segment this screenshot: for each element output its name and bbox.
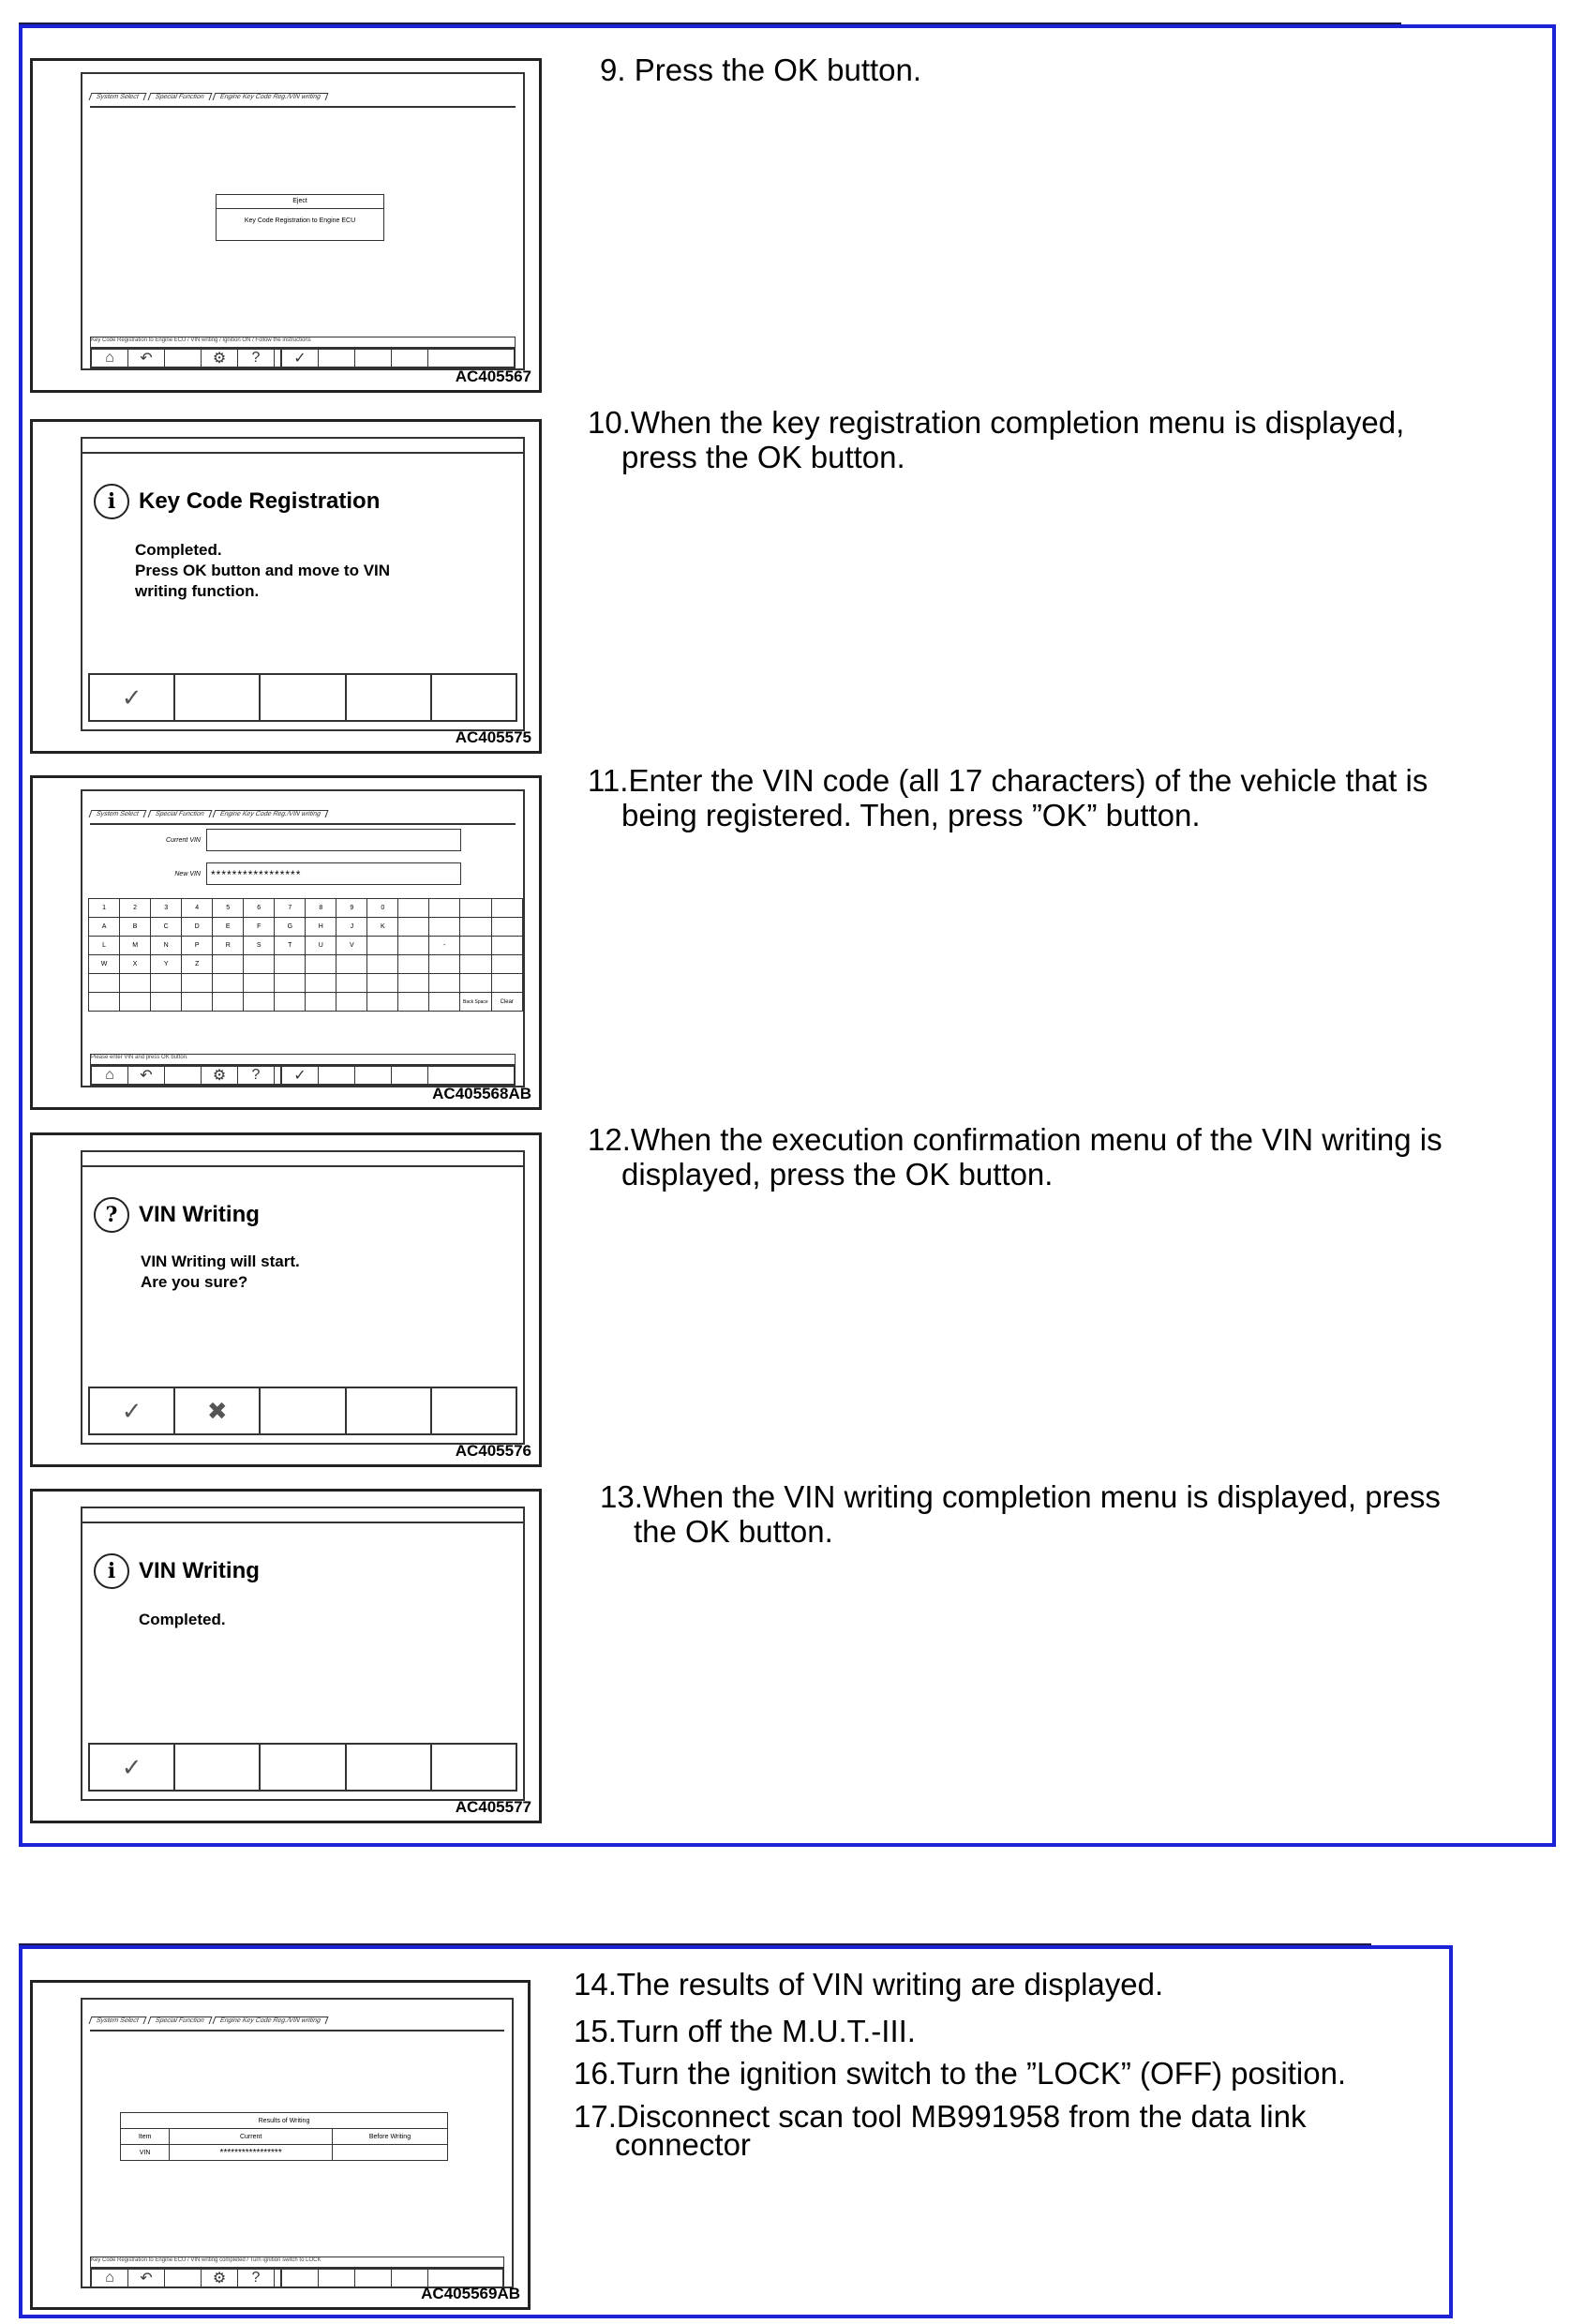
empty-button bbox=[347, 1388, 432, 1433]
figure-caption: AC405575 bbox=[455, 728, 531, 746]
body-line: Press OK button and move to VIN bbox=[135, 562, 391, 579]
screen bbox=[81, 789, 525, 1087]
clear-key[interactable]: Clear bbox=[491, 993, 522, 1012]
empty-cell bbox=[165, 2270, 202, 2287]
key[interactable]: T bbox=[275, 937, 306, 955]
key[interactable]: L bbox=[89, 937, 120, 955]
step-16 bbox=[574, 2056, 1346, 2091]
table-title: Results of Writing bbox=[121, 2113, 448, 2129]
step-number: 10. bbox=[588, 405, 631, 440]
empty-cell bbox=[165, 1067, 202, 1084]
empty-button bbox=[347, 675, 432, 720]
key[interactable] bbox=[275, 955, 306, 974]
ok-button[interactable]: ✓ bbox=[90, 1745, 175, 1790]
question-icon: ? bbox=[94, 1197, 129, 1233]
key[interactable]: C bbox=[151, 918, 182, 937]
key[interactable] bbox=[213, 993, 244, 1012]
figure-caption: AC405569AB bbox=[421, 2285, 520, 2302]
key[interactable] bbox=[367, 993, 398, 1012]
key[interactable]: A bbox=[89, 918, 120, 937]
empty-button bbox=[261, 1745, 346, 1790]
key[interactable] bbox=[398, 993, 429, 1012]
back-icon[interactable]: ↶ bbox=[128, 350, 165, 367]
tab-key-code: Engine Key Code Reg./VIN writing bbox=[213, 2017, 329, 2024]
dialog-text: Key Code Registration to Engine ECU bbox=[244, 217, 356, 224]
step-17 bbox=[574, 2099, 1307, 2162]
key[interactable] bbox=[213, 974, 244, 993]
key[interactable] bbox=[367, 955, 398, 974]
key[interactable] bbox=[429, 899, 460, 918]
tab-bar bbox=[90, 2017, 504, 2032]
kb-row-4 bbox=[89, 955, 523, 974]
key[interactable] bbox=[429, 955, 460, 974]
screen bbox=[81, 1998, 514, 2288]
empty-cell bbox=[355, 1067, 392, 1084]
key[interactable] bbox=[398, 955, 429, 974]
tab-key-code: Engine Key Code Reg./VIN writing bbox=[213, 93, 329, 100]
key[interactable]: 8 bbox=[306, 899, 336, 918]
empty-button bbox=[261, 675, 346, 720]
step-text-cont: connector bbox=[615, 2127, 751, 2162]
tab-special-function: Special Function bbox=[147, 2017, 212, 2024]
key[interactable] bbox=[367, 974, 398, 993]
status-line: Key Code Registration to Engine ECU / VIN writing / Ignition ON / Follow the instructions bbox=[90, 337, 516, 348]
step-text-cont: press the OK button. bbox=[621, 440, 905, 474]
step-number: 13. bbox=[600, 1479, 643, 1514]
table-title-row bbox=[121, 2113, 448, 2129]
tab-bar bbox=[90, 810, 516, 825]
dialog-title-text: VIN Writing bbox=[139, 1202, 260, 1227]
cell-item: VIN bbox=[121, 2145, 170, 2161]
key[interactable] bbox=[491, 974, 522, 993]
col-current: Current bbox=[170, 2129, 333, 2145]
backspace-key[interactable]: Back Space bbox=[460, 993, 491, 1012]
ok-button[interactable]: ✓ bbox=[90, 675, 175, 720]
step-text: When the VIN writing completion menu is displayed, press bbox=[642, 1479, 1441, 1514]
key[interactable] bbox=[398, 918, 429, 937]
figure-vin-entry bbox=[30, 775, 542, 1110]
step-text: The results of VIN writing are displayed. bbox=[616, 1967, 1164, 2002]
cell-before bbox=[332, 2145, 447, 2161]
key[interactable]: G bbox=[275, 918, 306, 937]
home-icon[interactable]: ⌂ bbox=[92, 1067, 128, 1084]
key[interactable] bbox=[398, 974, 429, 993]
tab-system-select: System Select bbox=[89, 2017, 147, 2024]
step-14 bbox=[574, 1967, 1163, 2002]
key[interactable]: 4 bbox=[182, 899, 213, 918]
key[interactable]: 5 bbox=[213, 899, 244, 918]
step-number: 9. bbox=[600, 52, 626, 87]
tab-key-code: Engine Key Code Reg./VIN writing bbox=[213, 810, 329, 817]
toolbar bbox=[88, 1387, 517, 1435]
key[interactable]: 6 bbox=[244, 899, 275, 918]
step-15 bbox=[574, 2014, 916, 2048]
ok-icon[interactable]: ✓ bbox=[282, 1067, 319, 1084]
key[interactable] bbox=[120, 974, 151, 993]
dialog-body bbox=[139, 1610, 226, 1630]
step-text-cont: displayed, press the OK button. bbox=[621, 1157, 1054, 1192]
settings-icon[interactable]: ⚙ bbox=[202, 350, 238, 367]
new-vin-label: New VIN bbox=[174, 870, 201, 877]
keyboard bbox=[88, 898, 523, 1012]
key[interactable] bbox=[306, 955, 336, 974]
step-number: 12. bbox=[588, 1122, 631, 1157]
dialog bbox=[216, 194, 384, 241]
body-line: writing function. bbox=[135, 582, 260, 600]
key[interactable]: N bbox=[151, 937, 182, 955]
empty-cell bbox=[392, 1067, 428, 1084]
step-text: Turn off the M.U.T.-III. bbox=[616, 2014, 916, 2048]
screen-header-line bbox=[82, 452, 523, 454]
help-icon[interactable]: ? bbox=[238, 350, 275, 367]
key[interactable] bbox=[398, 899, 429, 918]
col-before: Before Writing bbox=[332, 2129, 447, 2145]
help-icon[interactable]: ? bbox=[238, 2270, 275, 2287]
separator bbox=[275, 1067, 282, 1084]
step-text: Press the OK button. bbox=[634, 52, 922, 87]
key[interactable] bbox=[336, 974, 367, 993]
tab-special-function: Special Function bbox=[147, 93, 212, 100]
key[interactable] bbox=[275, 974, 306, 993]
back-icon[interactable]: ↶ bbox=[128, 2270, 165, 2287]
empty-cell bbox=[165, 350, 202, 367]
figure-key-code-complete bbox=[30, 419, 542, 754]
key[interactable] bbox=[460, 918, 491, 937]
cell-current: ***************** bbox=[170, 2145, 333, 2161]
body-line: Completed. bbox=[135, 541, 222, 559]
step-text-cont: the OK button. bbox=[634, 1514, 833, 1549]
empty-button bbox=[432, 1745, 516, 1790]
body-line: Completed. bbox=[139, 1611, 226, 1628]
empty-button bbox=[432, 675, 516, 720]
key[interactable] bbox=[429, 974, 460, 993]
key[interactable]: K bbox=[367, 918, 398, 937]
col-item: Item bbox=[121, 2129, 170, 2145]
key[interactable] bbox=[120, 993, 151, 1012]
key[interactable]: 0 bbox=[367, 899, 398, 918]
step-text: When the execution confirmation menu of the VIN writing is bbox=[630, 1122, 1443, 1157]
empty-button bbox=[261, 1388, 346, 1433]
step-text: Disconnect scan tool MB991958 from the data link bbox=[616, 2099, 1307, 2134]
figure-vin-complete bbox=[30, 1489, 542, 1823]
kb-row-3 bbox=[89, 937, 523, 955]
key[interactable]: B bbox=[120, 918, 151, 937]
key[interactable]: U bbox=[306, 937, 336, 955]
current-vin-field bbox=[206, 829, 461, 851]
toolbar bbox=[88, 1743, 517, 1792]
step-number: 15. bbox=[574, 2014, 617, 2048]
key[interactable] bbox=[336, 955, 367, 974]
key[interactable] bbox=[460, 899, 491, 918]
key[interactable]: X bbox=[120, 955, 151, 974]
key[interactable] bbox=[306, 974, 336, 993]
kb-row-5 bbox=[89, 974, 523, 993]
step-9 bbox=[600, 52, 921, 87]
body-line: VIN Writing will start. bbox=[141, 1252, 300, 1270]
figure-caption: AC405577 bbox=[455, 1798, 531, 1816]
figure-caption: AC405576 bbox=[455, 1442, 531, 1460]
kb-row-1 bbox=[89, 899, 523, 918]
step-11 bbox=[588, 763, 1428, 832]
empty-button bbox=[175, 1745, 261, 1790]
step-text: Enter the VIN code (all 17 characters) of the vehicle that is bbox=[628, 763, 1428, 798]
tab-system-select: System Select bbox=[89, 810, 147, 817]
empty-button bbox=[432, 1388, 516, 1433]
tab-system-select: System Select bbox=[89, 93, 147, 100]
figure-ok-screen bbox=[30, 58, 542, 393]
kb-row-6 bbox=[89, 993, 523, 1012]
settings-icon[interactable]: ⚙ bbox=[202, 2270, 238, 2287]
kb-row-2 bbox=[89, 918, 523, 937]
empty-cell bbox=[355, 2270, 392, 2287]
dialog-title bbox=[94, 484, 380, 519]
screen-header-line bbox=[82, 1522, 523, 1523]
step-10 bbox=[588, 405, 1404, 474]
step-12 bbox=[588, 1122, 1443, 1192]
ok-icon[interactable]: ✓ bbox=[282, 350, 319, 367]
table-row bbox=[121, 2145, 448, 2161]
key[interactable]: 2 bbox=[120, 899, 151, 918]
key[interactable] bbox=[398, 937, 429, 955]
key[interactable] bbox=[491, 955, 522, 974]
key[interactable] bbox=[182, 993, 213, 1012]
empty-cell bbox=[392, 350, 428, 367]
table-header-row bbox=[121, 2129, 448, 2145]
figure-caption: AC405567 bbox=[455, 367, 531, 385]
screen bbox=[81, 437, 525, 731]
key[interactable] bbox=[89, 993, 120, 1012]
body-line: Are you sure? bbox=[141, 1273, 248, 1291]
current-vin-row bbox=[144, 829, 461, 851]
key[interactable]: P bbox=[182, 937, 213, 955]
key[interactable] bbox=[151, 993, 182, 1012]
info-icon: i bbox=[94, 484, 129, 519]
step-text: When the key registration completion menu is displayed, bbox=[630, 405, 1405, 440]
info-icon: i bbox=[94, 1553, 129, 1589]
key[interactable] bbox=[491, 918, 522, 937]
empty-cell bbox=[319, 2270, 355, 2287]
key[interactable] bbox=[491, 937, 522, 955]
key[interactable]: - bbox=[429, 937, 460, 955]
key[interactable]: Z bbox=[182, 955, 213, 974]
separator bbox=[275, 2270, 282, 2287]
key[interactable] bbox=[244, 974, 275, 993]
separator bbox=[275, 350, 282, 367]
back-icon[interactable]: ↶ bbox=[128, 1067, 165, 1084]
key[interactable]: H bbox=[306, 918, 336, 937]
dialog-body bbox=[135, 540, 390, 602]
results-table bbox=[120, 2112, 448, 2161]
step-text: Turn the ignition switch to the ”LOCK” (OFF) position. bbox=[616, 2056, 1347, 2091]
empty-cell bbox=[319, 1067, 355, 1084]
new-vin-field[interactable]: ***************** bbox=[206, 862, 461, 885]
empty-cell bbox=[319, 350, 355, 367]
status-line: Key Code Registration to Engine ECU / VIN writing completed / Turn ignition switch to LOCK bbox=[90, 2257, 504, 2268]
key[interactable]: 1 bbox=[89, 899, 120, 918]
key[interactable]: Y bbox=[151, 955, 182, 974]
step-number: 11. bbox=[588, 763, 629, 798]
key[interactable]: W bbox=[89, 955, 120, 974]
dialog-title-text: VIN Writing bbox=[139, 1558, 260, 1583]
key[interactable] bbox=[460, 937, 491, 955]
figure-caption: AC405568AB bbox=[432, 1085, 531, 1102]
key[interactable] bbox=[460, 974, 491, 993]
key[interactable] bbox=[336, 993, 367, 1012]
dialog-title bbox=[94, 1197, 260, 1233]
dialog-title bbox=[94, 1553, 260, 1589]
ok-button[interactable]: ✓ bbox=[90, 1388, 175, 1433]
tab-bar bbox=[90, 93, 516, 108]
home-icon[interactable]: ⌂ bbox=[92, 2270, 128, 2287]
key[interactable] bbox=[429, 993, 460, 1012]
dialog-body bbox=[141, 1252, 300, 1293]
empty-cell bbox=[282, 2270, 319, 2287]
new-vin-row bbox=[144, 862, 461, 885]
key[interactable] bbox=[244, 993, 275, 1012]
dialog-title: Eject bbox=[217, 195, 383, 209]
empty-button bbox=[347, 1745, 432, 1790]
toolbar bbox=[90, 1065, 516, 1086]
key[interactable] bbox=[306, 993, 336, 1012]
key[interactable]: S bbox=[244, 937, 275, 955]
key[interactable] bbox=[491, 899, 522, 918]
key[interactable]: F bbox=[244, 918, 275, 937]
key[interactable]: 3 bbox=[151, 899, 182, 918]
step-number: 16. bbox=[574, 2056, 617, 2091]
step-text-cont: being registered. Then, press ”OK” button. bbox=[621, 798, 1201, 832]
empty-cell bbox=[355, 350, 392, 367]
key[interactable]: E bbox=[213, 918, 244, 937]
key[interactable] bbox=[182, 974, 213, 993]
key[interactable]: R bbox=[213, 937, 244, 955]
key[interactable] bbox=[460, 955, 491, 974]
key[interactable] bbox=[213, 955, 244, 974]
empty-button bbox=[175, 675, 261, 720]
key[interactable] bbox=[367, 937, 398, 955]
screen bbox=[81, 1150, 525, 1445]
dialog-title-text: Key Code Registration bbox=[139, 488, 381, 514]
tab-special-function: Special Function bbox=[147, 810, 212, 817]
help-icon[interactable]: ? bbox=[238, 1067, 275, 1084]
figure-vin-results bbox=[30, 1980, 531, 2310]
status-line: Please enter VIN and press OK button. bbox=[90, 1054, 516, 1065]
key[interactable] bbox=[244, 955, 275, 974]
cancel-button[interactable]: ✖ bbox=[175, 1388, 261, 1433]
key[interactable] bbox=[89, 974, 120, 993]
home-icon[interactable]: ⌂ bbox=[92, 350, 128, 367]
toolbar bbox=[88, 673, 517, 722]
screen bbox=[81, 72, 525, 370]
key[interactable]: M bbox=[120, 937, 151, 955]
key[interactable] bbox=[275, 993, 306, 1012]
screen bbox=[81, 1507, 525, 1801]
screen-header-line bbox=[82, 1165, 523, 1167]
step-number: 17. bbox=[574, 2099, 617, 2134]
toolbar bbox=[90, 348, 516, 368]
step-number: 14. bbox=[574, 1967, 617, 2002]
figure-vin-confirm bbox=[30, 1132, 542, 1467]
settings-icon[interactable]: ⚙ bbox=[202, 1067, 238, 1084]
step-13 bbox=[600, 1479, 1441, 1549]
key[interactable]: J bbox=[336, 918, 367, 937]
key[interactable]: D bbox=[182, 918, 213, 937]
key[interactable]: 9 bbox=[336, 899, 367, 918]
key[interactable] bbox=[429, 918, 460, 937]
key[interactable]: V bbox=[336, 937, 367, 955]
key[interactable] bbox=[151, 974, 182, 993]
key[interactable]: 7 bbox=[275, 899, 306, 918]
current-vin-label: Current VIN bbox=[166, 836, 201, 844]
